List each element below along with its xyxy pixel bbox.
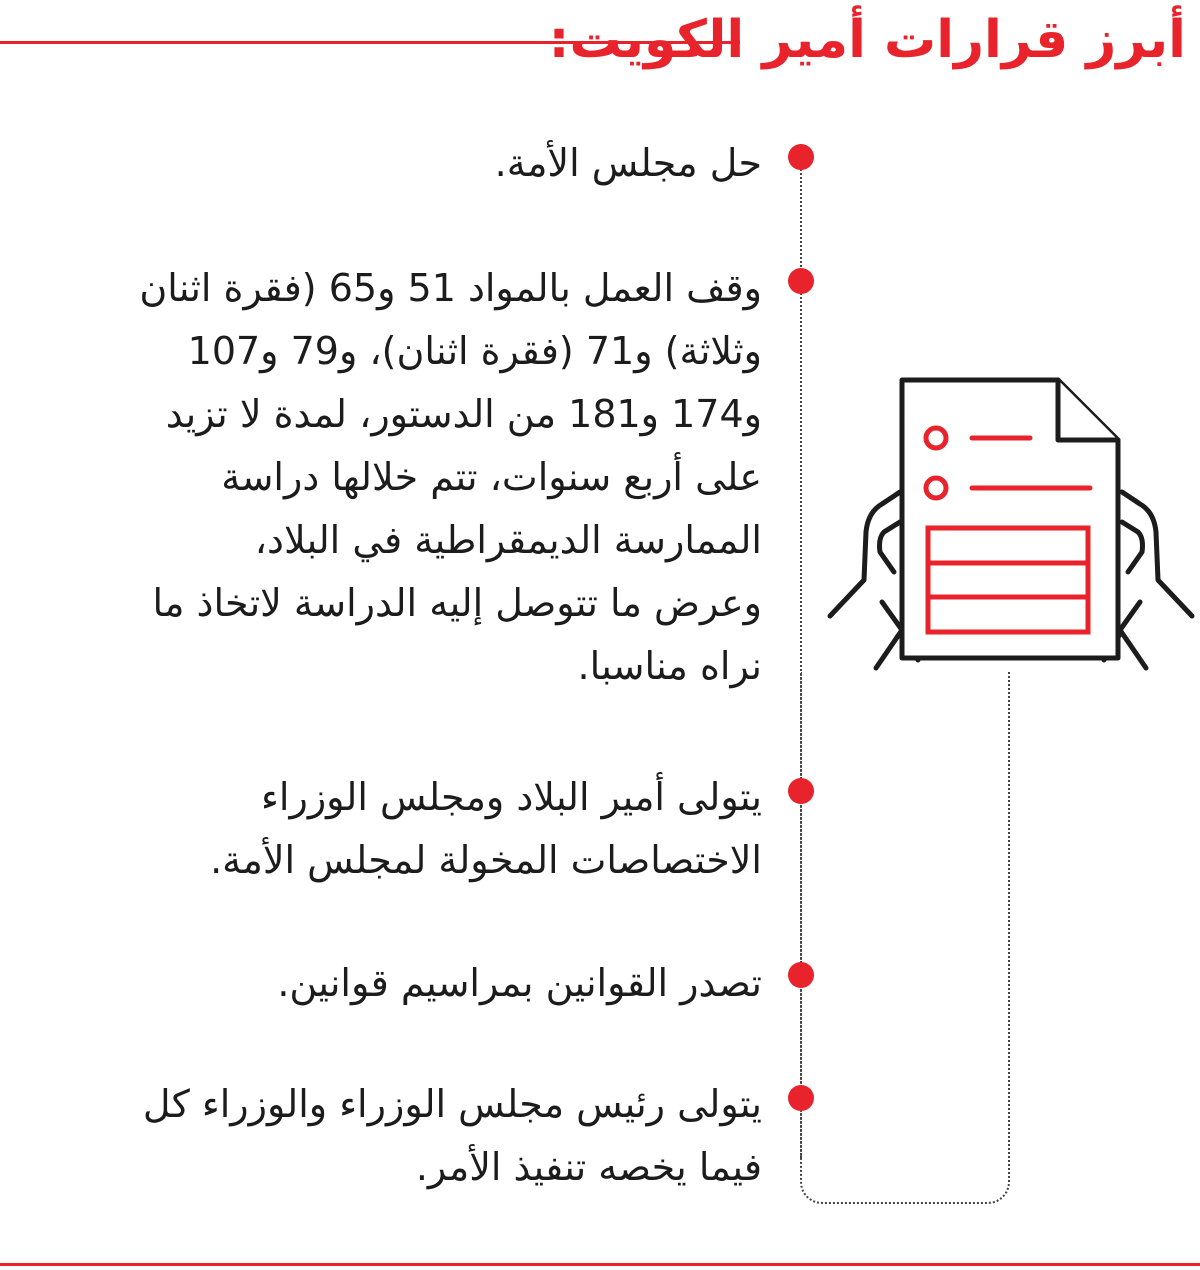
page-title: أبرز قرارات أمير الكويت: [548, 10, 1186, 70]
bullet-dot-2 [788, 268, 814, 294]
decision-item-2: وقف العمل بالمواد 51 و65 (فقرة اثنان وثلاثة) و71 (فقرة اثنان)، و79 و107 و174 و181 من الدستور، لمدة لا تزيد على أربع سنوات، تتم خلالها دراسة الممارسة الديمقراطية في البلاد، وعرض ما تتوصل إليه الدراسة لاتخاذ ما نراه مناسبا. [139, 266, 762, 688]
document-held-in-hands-icon [822, 372, 1200, 682]
decision-item-3: يتولى أمير البلاد ومجلس الوزراء الاختصاصات المخولة لمجلس الأمة. [210, 775, 762, 882]
footer-rule [0, 1263, 1200, 1266]
timeline-connector [800, 672, 1010, 1204]
bullet-dot-1 [788, 144, 814, 170]
bullet-dot-5 [788, 1085, 814, 1111]
bullet-dot-3 [788, 778, 814, 804]
decision-item-4: تصدر القوانين بمراسيم قوانين. [277, 961, 762, 1005]
decision-item-5: يتولى رئيس مجلس الوزراء والوزراء كل فيما يخصه تنفيذ الأمر. [142, 1082, 762, 1189]
bullet-dot-4 [788, 962, 814, 988]
decision-item-1: حل مجلس الأمة. [494, 141, 762, 185]
